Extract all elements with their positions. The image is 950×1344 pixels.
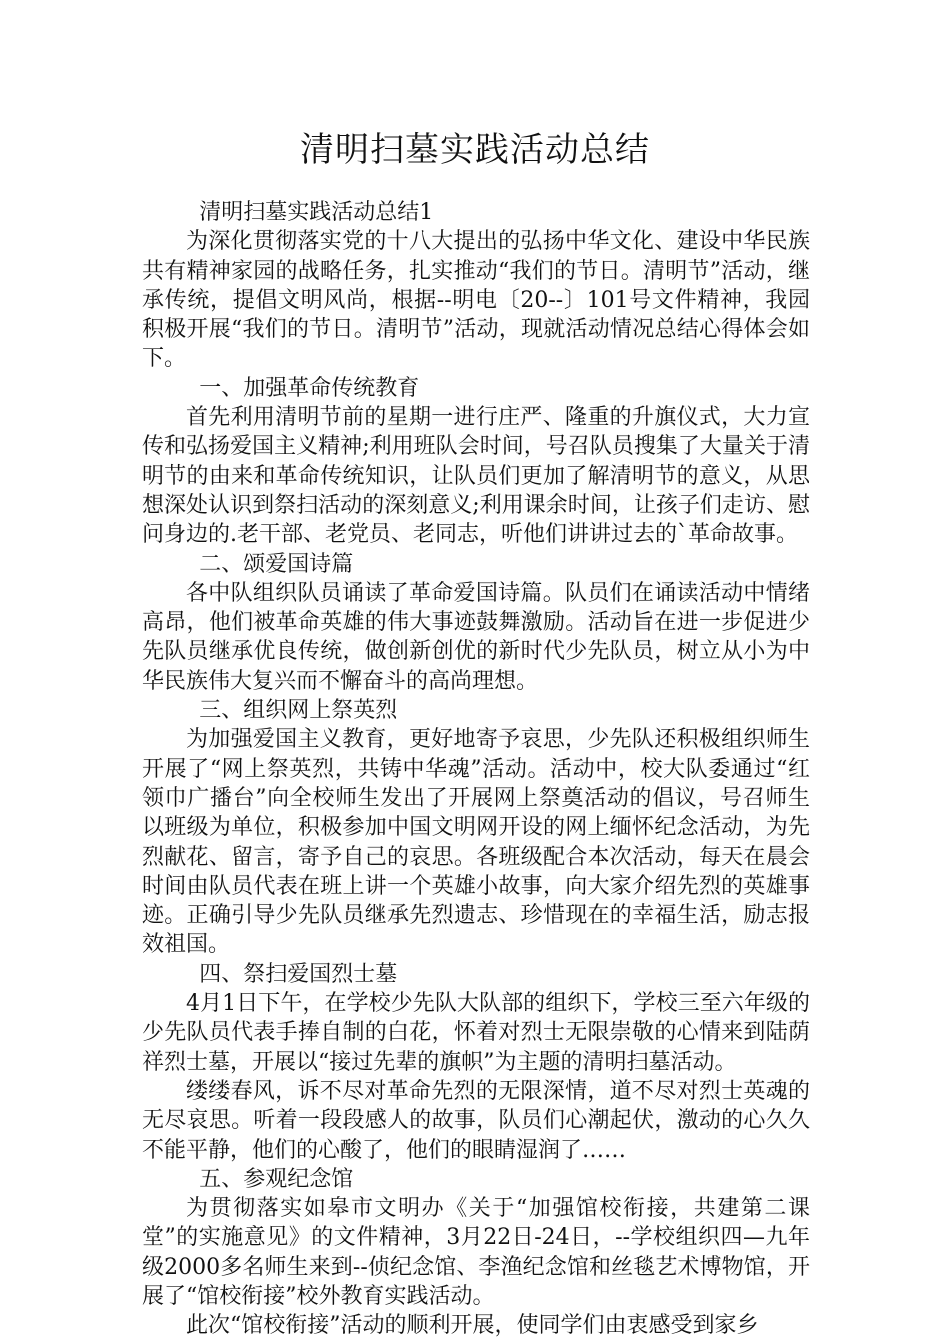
- paragraph: 首先利用清明节前的星期一进行庄严、隆重的升旗仪式，大力宣传和弘扬爱国主义精神;利用班队会时间，号召队员搜集了大量关于清明节的由来和革命传统知识，让队员们更加了解清明节的意义，从思想深处认识到祭扫活动的深刻意义;利用课余时间，让孩子们走访、慰问身边的.老干部、老党员、老同志，听他们讲讲过去的`革命故事。: [142, 405, 810, 548]
- section-heading: 三、组织网上祭英烈: [199, 698, 398, 724]
- paragraph: 各中队组织队员诵读了革命爱国诗篇。队员们在诵读活动中情绪高昂，他们被革命英雄的伟大事迹鼓舞激励。活动旨在进一步促进少先队员继承优良传统，做创新创优的新时代少先队员，树立从小为中华民族伟大复兴而不懈奋斗的高尚理想。: [142, 580, 810, 694]
- section-heading: 五、参观纪念馆: [199, 1166, 354, 1192]
- paragraph: 此次“馆校衔接”活动的顺利开展，使同学们由衷感受到家乡: [186, 1313, 759, 1339]
- paragraph: 缕缕春风，诉不尽对革命先烈的无限深情，道不尽对烈士英魂的无尽哀思。听着一段段感人的故事，队员们心潮起伏，激动的心久久不能平静，他们的心酸了，他们的眼睛湿润了……: [142, 1078, 810, 1163]
- section-heading: 一、加强革命传统教育: [199, 375, 420, 401]
- section-heading: 四、祭扫爱国烈士墓: [199, 961, 398, 987]
- document-body: [142, 198, 810, 1341]
- paragraph: 4月1日下午，在学校少先队大队部的组织下，学校三至六年级的少先队员代表手捧自制的白花，怀着对烈士无限崇敬的心情来到陆荫祥烈士墓，开展以“接过先辈的旗帜”为主题的清明扫墓活动。: [142, 991, 810, 1075]
- paragraph: 为深化贯彻落实党的十八大提出的弘扬中华文化、建设中华民族共有精神家园的战略任务，扎实推动“我们的节日。清明节”活动，继承传统，提倡文明风尚，根据--明电〔20--〕101号文件精神，我园积极开展“我们的节日。清明节”活动，现就活动情况总结心得体会如下。: [142, 229, 810, 372]
- section-heading: 二、颂爱国诗篇: [199, 551, 354, 577]
- document-title: 清明扫墓实践活动总结: [300, 130, 650, 170]
- section-heading: 清明扫墓实践活动总结1: [199, 200, 434, 225]
- paragraph: 为加强爱国主义教育，更好地寄予哀思，少先队还积极组织师生开展了“网上祭英烈，共铸中华魂”活动。活动中，校大队委通过“红领巾广播台”向全校师生发出了开展网上祭奠活动的倡议，号召师生以班级为单位，积极参加中国文明网开设的网上缅怀纪念活动，为先烈献花、留言，寄予自己的哀思。各班级配合本次活动，每天在晨会时间由队员代表在班上讲一个英雄小故事，向大家介绍先烈的英雄事迹。正确引导少先队员继承先烈遗志、珍惜现在的幸福生活，励志报效祖国。: [142, 727, 810, 958]
- paragraph: 为贯彻落实如皋市文明办《关于“加强馆校衔接，共建第二课堂”的实施意见》的文件精神，3月22日-24日，--学校组织四—九年级2000多名师生来到--侦纪念馆、李渔纪念馆和丝毯艺术博物馆，开展了“馆校衔接”校外教育实践活动。: [142, 1196, 810, 1309]
